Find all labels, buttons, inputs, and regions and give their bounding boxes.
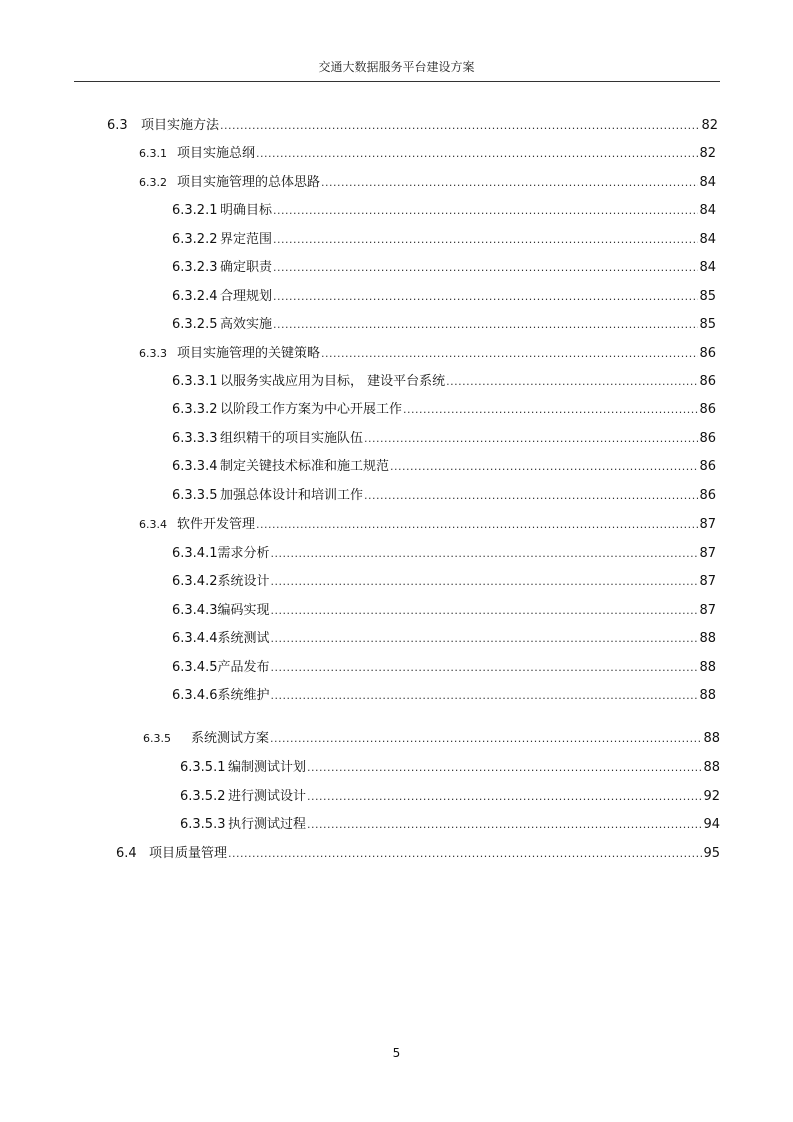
toc-entry[interactable] <box>172 287 716 307</box>
toc-entry-title: 确定职责 <box>220 260 273 275</box>
toc-entry-page: 85 <box>699 289 716 304</box>
toc-entry[interactable] <box>172 601 716 621</box>
toc-entry[interactable] <box>172 258 716 278</box>
toc-entry-page: 87 <box>699 603 716 618</box>
dot-leader <box>321 344 698 364</box>
toc-entry-page: 88 <box>703 731 720 746</box>
toc-entry-page: 88 <box>699 631 716 646</box>
toc-entry-title: 项目实施总纲 <box>177 146 256 161</box>
toc-entry-page: 87 <box>699 574 716 589</box>
toc-entry-title: 编制测试计划 <box>228 760 307 775</box>
dot-leader <box>273 287 698 307</box>
toc-entry-number: 6.3.5.2 <box>180 789 226 804</box>
toc-entry-page: 84 <box>699 203 716 218</box>
toc-entry[interactable] <box>139 144 716 164</box>
toc-entry[interactable] <box>172 457 716 477</box>
toc-entry[interactable] <box>172 230 716 250</box>
toc-entry[interactable] <box>180 787 720 807</box>
toc-entry-title: 界定范围 <box>220 232 273 247</box>
toc-entry-title: 项目实施管理的关键策略 <box>177 346 321 361</box>
toc-entry-title: 制定关键技术标准和施工规范 <box>220 459 390 474</box>
toc-entry-number: 6.3.4.6 <box>172 688 218 703</box>
dot-leader <box>307 758 702 778</box>
toc-entry-title: 项目实施方法 <box>141 118 220 133</box>
dot-leader <box>364 486 698 506</box>
page-number: 5 <box>392 1046 401 1060</box>
dot-leader <box>271 572 699 592</box>
dot-leader <box>271 601 699 621</box>
toc-entry[interactable] <box>172 572 716 592</box>
toc-entry-page: 88 <box>703 760 720 775</box>
toc-entry[interactable] <box>143 729 720 749</box>
toc-entry[interactable] <box>139 344 716 364</box>
toc-entry-page: 84 <box>699 175 716 190</box>
toc-entry[interactable] <box>172 429 716 449</box>
toc-entry-number: 6.3.5.3 <box>180 817 226 832</box>
toc-entry-number: 6.3.2.2 <box>172 232 218 247</box>
dot-leader <box>271 686 699 706</box>
dot-leader <box>273 258 698 278</box>
dot-leader <box>271 658 699 678</box>
toc-entry-number: 6.3.3.1 <box>172 374 218 389</box>
dot-leader <box>321 173 698 193</box>
toc-entry[interactable] <box>116 844 720 864</box>
toc-entry-page: 85 <box>699 317 716 332</box>
toc-entry-title: 系统测试 <box>217 631 270 646</box>
toc-entry-number: 6.3.3.4 <box>172 459 218 474</box>
dot-leader <box>256 515 698 535</box>
dot-leader <box>270 729 702 749</box>
toc-entry-number: 6.3.2.5 <box>172 317 218 332</box>
toc-entry-page: 87 <box>699 546 716 561</box>
toc-entry-page: 82 <box>701 118 718 133</box>
toc-entry[interactable] <box>180 815 720 835</box>
toc-entry-number: 6.3.4 <box>139 518 167 531</box>
dot-leader <box>390 457 698 477</box>
dot-leader <box>271 544 699 564</box>
dot-leader <box>307 815 702 835</box>
toc-entry-number: 6.3.4.3 <box>172 603 218 618</box>
toc-entry-page: 84 <box>699 232 716 247</box>
toc-entry-title: 软件开发管理 <box>177 517 256 532</box>
toc-entry-number: 6.3.4.2 <box>172 574 218 589</box>
toc-entry-number: 6.3.4.1 <box>172 546 218 561</box>
toc-entry-title: 系统设计 <box>217 574 270 589</box>
toc-entry-number: 6.3.3.3 <box>172 431 218 446</box>
dot-leader <box>446 372 698 392</box>
toc-entry[interactable] <box>172 315 716 335</box>
toc-entry-title: 系统测试方案 <box>191 731 270 746</box>
toc-entry[interactable] <box>172 372 716 392</box>
dot-leader <box>364 429 698 449</box>
dot-leader <box>256 144 698 164</box>
toc-entry-title: 加强总体设计和培训工作 <box>220 488 364 503</box>
toc-entry-page: 94 <box>703 817 720 832</box>
dot-leader <box>273 201 698 221</box>
dot-leader <box>307 787 702 807</box>
toc-entry-title: 高效实施 <box>220 317 273 332</box>
toc-entry[interactable] <box>139 173 716 193</box>
toc-entry[interactable] <box>172 201 716 221</box>
toc-entry-title: 项目质量管理 <box>149 846 228 861</box>
toc-entry-page: 86 <box>699 402 716 417</box>
toc-entry[interactable] <box>172 486 716 506</box>
running-header-title: 交通大数据服务平台建设方案 <box>318 60 475 74</box>
toc-entry-number: 6.3.4.5 <box>172 660 218 675</box>
toc-entry-page: 95 <box>703 846 720 861</box>
toc-entry[interactable] <box>172 629 716 649</box>
toc-entry-number: 6.3.2.4 <box>172 289 218 304</box>
toc-entry[interactable] <box>172 658 716 678</box>
toc-entry-title: 需求分析 <box>217 546 270 561</box>
toc-entry-number: 6.3.3 <box>139 347 167 360</box>
toc-entry-page: 86 <box>699 374 716 389</box>
toc-entry[interactable] <box>172 400 716 420</box>
dot-leader <box>220 116 700 136</box>
toc-entry-title: 进行测试设计 <box>228 789 307 804</box>
toc-entry[interactable] <box>172 686 716 706</box>
toc-entry-title: 编码实现 <box>217 603 270 618</box>
toc-entry-number: 6.3 <box>107 118 128 133</box>
toc-entry-title: 产品发布 <box>217 660 270 675</box>
dot-leader <box>273 230 698 250</box>
toc-entry[interactable] <box>107 116 718 136</box>
toc-entry-number: 6.4 <box>116 846 137 861</box>
toc-entry-number: 6.3.2 <box>139 176 167 189</box>
toc-entry-title: 项目实施管理的总体思路 <box>177 175 321 190</box>
toc-entry-number: 6.3.2.1 <box>172 203 218 218</box>
toc-entry-page: 86 <box>699 459 716 474</box>
toc-entry-title: 以服务实战应用为目标， 建设平台系统 <box>220 374 446 389</box>
toc-entry-title: 系统维护 <box>217 688 270 703</box>
toc-entry-page: 86 <box>699 488 716 503</box>
toc-entry-page: 82 <box>699 146 716 161</box>
toc-entry[interactable] <box>180 758 720 778</box>
toc-entry-title: 组织精干的项目实施队伍 <box>220 431 364 446</box>
toc-entry-page: 86 <box>699 346 716 361</box>
dot-leader <box>228 844 702 864</box>
toc-entry[interactable] <box>139 515 716 535</box>
toc-entry-page: 84 <box>699 260 716 275</box>
toc-entry-number: 6.3.5 <box>143 732 171 745</box>
dot-leader <box>403 400 698 420</box>
toc-entry-page: 92 <box>703 789 720 804</box>
toc-entry-page: 88 <box>699 660 716 675</box>
toc-entry[interactable] <box>172 544 716 564</box>
toc-entry-number: 6.3.1 <box>139 147 167 160</box>
toc-entry-number: 6.3.3.2 <box>172 402 218 417</box>
toc-entry-number: 6.3.5.1 <box>180 760 226 775</box>
toc-entry-title: 执行测试过程 <box>228 817 307 832</box>
header-divider <box>74 81 720 82</box>
toc-entry-title: 明确目标 <box>220 203 273 218</box>
toc-entry-number: 6.3.4.4 <box>172 631 218 646</box>
dot-leader <box>273 315 698 335</box>
toc-entry-page: 88 <box>699 688 716 703</box>
toc-entry-page: 86 <box>699 431 716 446</box>
toc-entry-title: 以阶段工作方案为中心开展工作 <box>220 402 403 417</box>
dot-leader <box>271 629 699 649</box>
toc-entry-number: 6.3.3.5 <box>172 488 218 503</box>
toc-entry-number: 6.3.2.3 <box>172 260 218 275</box>
toc-entry-title: 合理规划 <box>220 289 273 304</box>
toc-entry-page: 87 <box>699 517 716 532</box>
